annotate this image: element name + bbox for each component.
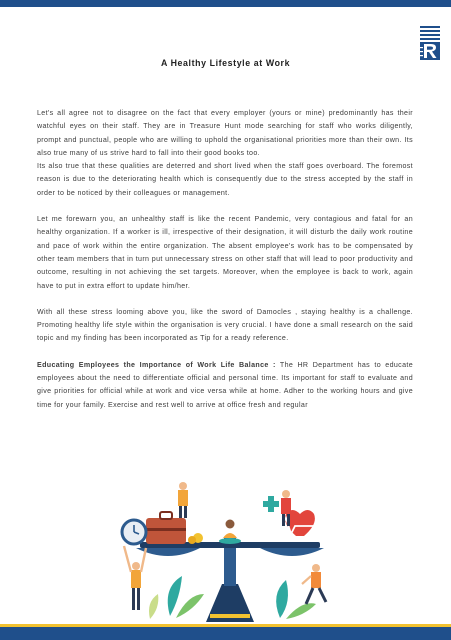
page-title: A Healthy Lifestyle at Work bbox=[160, 58, 291, 68]
article-body bbox=[37, 107, 413, 412]
paragraph-5-body: The HR Department has to educate employees about the need to differentiate official and personal time. Its important for staff to evaluate and give priorities for official while at work and vice versa while at home. Adher to the working hours and give time for your family. Exercise and rest well to arrive at office fresh and regular bbox=[37, 360, 413, 409]
paragraph-5 bbox=[37, 359, 413, 412]
paragraph-1: Let's all agree not to disagree on the fact that every employer (yours or mine) predominantly has their watchful eyes on their staff. They are in Treasure Hunt mode searching for staff who works diligently, prompt and punctual, people who are willing to uphold the organisational priorities more than their own. Its also true many of us strive hard to fall into their good books too. bbox=[37, 109, 413, 157]
work-life-balance-scale-illustration bbox=[110, 476, 350, 624]
bottom-color-bar bbox=[0, 627, 451, 640]
paragraph-4: With all these stress looming above you, like the sword of Damocles , staying healthy is a challenge. Promoting healthy life style within the organisation is very crucial. I have done a small research on the said topic and my finding has been incorporated as Tip for a ready reference. bbox=[37, 307, 413, 343]
paragraph-2: Its also true that these qualities are deterred and short lived when the staff goes overboard. The foremost reason is due to the deteriorating health which is consequently due to the stress accepted by the staff in order to be noticed by their colleagues or management. bbox=[37, 162, 413, 197]
company-logo-icon bbox=[420, 26, 440, 60]
paragraph-3: Let me forewarn you, an unhealthy staff is like the recent Pandemic, very contagious and fatal for an healthy organization. If a worker is ill, irrespective of their designation, it will disturb the daily work routine and pace of work within the entire organization. The absent employee's work has to be compensated by other team members that in turn put unnecessary stress on other staff that will lead to poor productivity and outcome, resulting in not achieving the set targets. Moreover, when the employee is back to work, again have to put in extra effort to update him/her. bbox=[37, 215, 413, 290]
paragraph-5-heading: Educating Employees the Importance of Work Life Balance : bbox=[37, 360, 276, 369]
top-color-bar bbox=[0, 0, 451, 7]
